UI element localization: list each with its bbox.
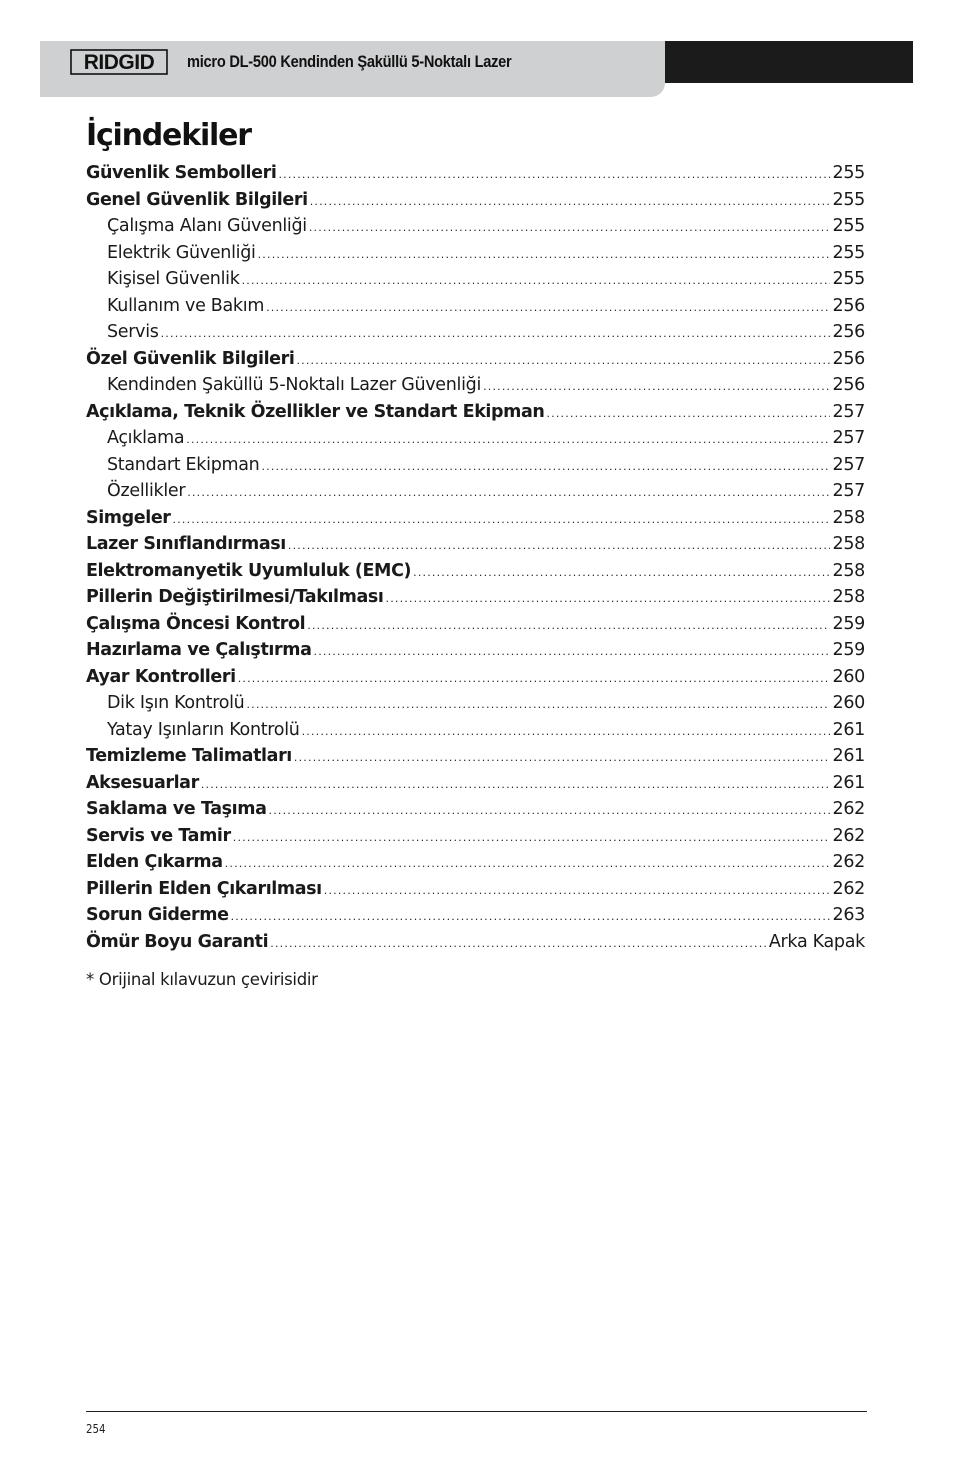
toc-entry-page: 255: [832, 269, 865, 289]
toc-entry[interactable]: [86, 773, 865, 800]
toc-entry-label: Standart Ekipman: [107, 454, 260, 475]
toc-entry[interactable]: [86, 614, 865, 641]
toc-entry-page: 258: [832, 560, 865, 581]
toc-entry-label: Hazırlama ve Çalıştırma: [86, 640, 312, 660]
toc-entry[interactable]: [86, 826, 865, 853]
toc-entry-label: Kullanım ve Bakım: [107, 295, 265, 316]
toc-entry[interactable]: [86, 163, 865, 190]
toc-dot-leader: [546, 407, 830, 420]
document-title: micro DL-500 Kendinden Şakü​llü 5-Noktalı Lazer: [187, 52, 512, 71]
toc-dot-leader: [413, 566, 830, 579]
toc-dot-leader: [161, 327, 831, 340]
toc-entry-page: 256: [832, 348, 865, 369]
toc-entry[interactable]: [86, 190, 865, 217]
toc-dot-leader: [187, 486, 830, 499]
toc-entry[interactable]: [86, 322, 865, 349]
toc-dot-leader: [294, 751, 831, 764]
toc-entry[interactable]: [86, 455, 865, 482]
toc-entry-page: 262: [832, 852, 865, 872]
toc-dot-leader: [225, 857, 831, 870]
toc-entry[interactable]: [86, 269, 865, 296]
toc-entry-page: 256: [832, 295, 865, 316]
toc-dot-leader: [238, 672, 831, 685]
toc-entry[interactable]: [86, 640, 865, 667]
toc-dot-leader: [233, 831, 831, 844]
brand-wordmark: RIDGID: [83, 51, 155, 74]
toc-entry-page: 255: [832, 189, 865, 210]
toc-entry-page: 260: [832, 666, 865, 687]
toc-entry-label: Yatay Işınların Kontrolü: [107, 719, 300, 740]
toc-entry-page: 257: [832, 454, 865, 475]
toc-entry[interactable]: [86, 349, 865, 376]
toc-entry-label: Elden Çıkarma: [86, 852, 223, 872]
toc-entry-label: Lazer Sınıflandırması: [86, 534, 286, 554]
toc-entry-page: 261: [832, 719, 865, 740]
toc-entry[interactable]: [86, 561, 865, 588]
page-number: 254: [86, 1422, 106, 1436]
toc-entry-page: 255: [832, 216, 865, 236]
toc-entry-page: 257: [832, 401, 865, 422]
toc-dot-leader: [270, 937, 767, 950]
toc-entry[interactable]: [86, 932, 865, 959]
footer-divider: [86, 1411, 867, 1412]
toc-entry-page: 259: [832, 640, 865, 660]
table-of-contents: [86, 163, 865, 958]
toc-entry-label: Açıklama: [107, 428, 185, 448]
toc-entry[interactable]: [86, 905, 865, 932]
toc-entry-page: 261: [832, 746, 865, 766]
ridgid-logo: [70, 49, 168, 75]
toc-entry[interactable]: [86, 243, 865, 270]
toc-entry-label: Özellikler: [107, 481, 186, 501]
toc-entry[interactable]: [86, 216, 865, 243]
toc-entry-page: 260: [832, 693, 865, 713]
toc-entry-label: Ayar Kontrolleri: [86, 666, 236, 687]
toc-entry-page: 262: [832, 878, 865, 899]
toc-dot-leader: [231, 910, 831, 923]
toc-dot-leader: [186, 433, 830, 446]
toc-entry-page: 262: [832, 799, 865, 819]
toc-entry[interactable]: [86, 375, 865, 402]
toc-entry-label: Servis: [107, 322, 159, 342]
toc-entry-label: Sorun Giderme: [86, 905, 229, 925]
toc-entry-label: Kendinden Şakü​llü 5-Noktalı Lazer Güvenliği: [107, 375, 482, 395]
toc-dot-leader: [302, 725, 831, 738]
toc-entry-label: Saklama ve Taşıma: [86, 799, 267, 819]
toc-entry-page: 257: [832, 481, 865, 501]
page-title: İçindekiler: [86, 118, 251, 153]
toc-dot-leader: [309, 221, 831, 234]
toc-dot-leader: [246, 698, 830, 711]
toc-entry-page: 258: [832, 587, 865, 607]
toc-entry[interactable]: [86, 508, 865, 535]
toc-entry-page: 259: [832, 613, 865, 634]
toc-entry[interactable]: [86, 879, 865, 906]
toc-entry-page: 258: [832, 507, 865, 528]
toc-entry[interactable]: [86, 852, 865, 879]
toc-dot-leader: [310, 195, 831, 208]
toc-entry[interactable]: [86, 587, 865, 614]
toc-entry-page: Arka Kapak: [768, 931, 865, 952]
toc-dot-leader: [288, 539, 831, 552]
toc-entry-label: Kişisel Güvenlik: [107, 269, 240, 289]
toc-entry-label: Temizleme Talimatları: [86, 746, 292, 766]
toc-entry[interactable]: [86, 402, 865, 429]
toc-entry-page: 262: [832, 825, 865, 846]
header-gray-tail: [40, 83, 665, 97]
toc-entry-label: Simgeler: [86, 507, 171, 528]
toc-dot-leader: [314, 645, 831, 658]
toc-entry-label: Özel Güvenlik Bilgileri: [86, 348, 295, 369]
toc-entry[interactable]: [86, 720, 865, 747]
toc-entry[interactable]: [86, 693, 865, 720]
toc-entry-page: 257: [832, 428, 865, 448]
header-dark-band: [665, 41, 913, 83]
toc-entry-label: Açıklama, Teknik Özellikler ve Standart Ekipman: [86, 401, 545, 422]
toc-entry-page: 261: [832, 772, 865, 793]
toc-entry-page: 256: [832, 322, 865, 342]
toc-dot-leader: [173, 513, 831, 526]
translation-footnote: * Orijinal kılavuzun çevirisidir: [86, 970, 318, 989]
toc-dot-leader: [201, 778, 831, 791]
toc-entry-label: Elektrik Güvenliği: [107, 242, 256, 263]
toc-dot-leader: [242, 274, 831, 287]
toc-entry-page: 258: [832, 534, 865, 554]
toc-entry[interactable]: [86, 428, 865, 455]
toc-dot-leader: [307, 619, 830, 632]
toc-dot-leader: [261, 460, 830, 473]
toc-entry-page: 263: [832, 905, 865, 925]
toc-dot-leader: [258, 248, 831, 261]
toc-dot-leader: [386, 592, 831, 605]
toc-entry-label: Aksesuarlar: [86, 772, 199, 793]
toc-dot-leader: [278, 168, 830, 181]
toc-entry-label: Elektromanyetik Uyumluluk (EMC): [86, 560, 412, 581]
toc-entry-label: Çalışma Öncesi Kontrol: [86, 613, 306, 634]
toc-dot-leader: [266, 301, 830, 314]
toc-entry[interactable]: [86, 534, 865, 561]
toc-entry-label: Servis ve Tamir: [86, 825, 231, 846]
toc-entry[interactable]: [86, 481, 865, 508]
toc-entry-page: 255: [832, 163, 865, 183]
toc-dot-leader: [324, 884, 831, 897]
toc-entry-page: 256: [832, 375, 865, 395]
toc-entry[interactable]: [86, 746, 865, 773]
toc-entry-label: Pillerin Değiştirilmesi/Takılması: [86, 587, 384, 607]
toc-entry[interactable]: [86, 667, 865, 694]
toc-dot-leader: [483, 380, 830, 393]
toc-dot-leader: [296, 354, 830, 367]
toc-entry-label: Çalışma Alanı Güvenliği: [107, 216, 307, 236]
toc-entry-label: Pillerin Elden Çıkarılması: [86, 878, 322, 899]
toc-entry[interactable]: [86, 799, 865, 826]
toc-entry-label: Genel Güvenlik Bilgileri: [86, 189, 308, 210]
toc-entry-label: Güvenlik Sembolleri: [86, 163, 277, 183]
toc-dot-leader: [269, 804, 831, 817]
toc-entry-label: Ömür Boyu Garanti: [86, 931, 269, 952]
page-header: [40, 41, 913, 97]
toc-entry[interactable]: [86, 296, 865, 323]
toc-entry-page: 255: [832, 242, 865, 263]
toc-entry-label: Dik Işın Kontrolü: [107, 693, 245, 713]
